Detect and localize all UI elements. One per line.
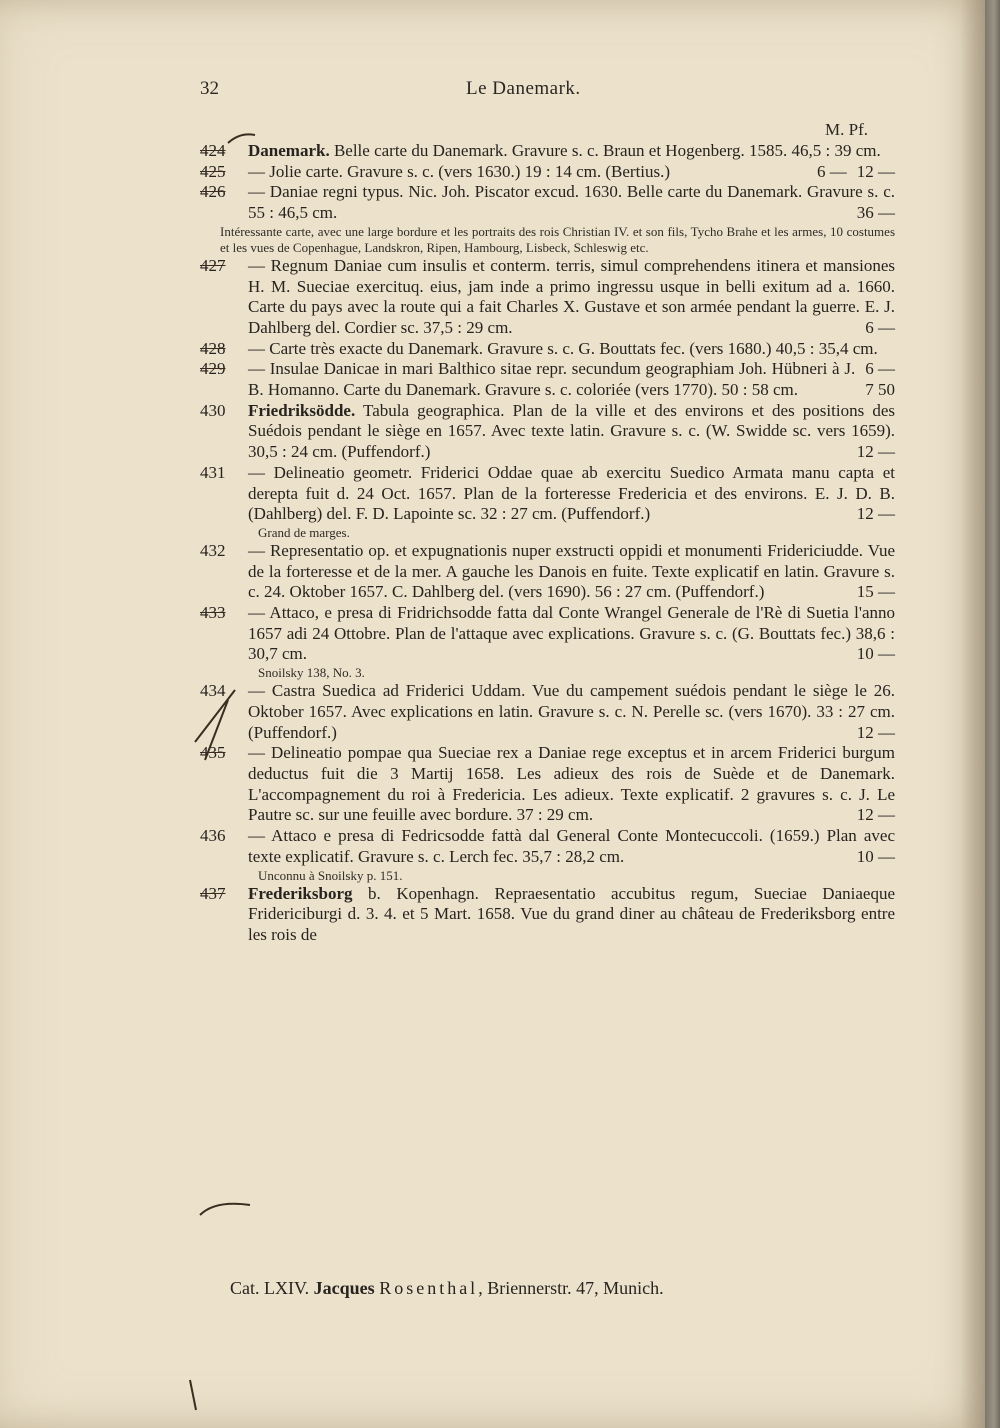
- catalog-entry: [200, 463, 895, 525]
- entry-price: 12 —: [856, 722, 895, 742]
- entry-number: 431: [200, 462, 226, 482]
- catalog-entry: [200, 681, 895, 743]
- entry-number: 436: [200, 826, 226, 846]
- entry-text: — Castra Suedica ad Friderici Uddam. Vue du campement suédois pendant le siège le 26. Oktober 1657. Avec explications en latin. Gravure s. c. N. Perelle sc. (vers 1670). 33 : 27 cm. (Puffendorf.): [248, 681, 895, 742]
- entry-text: — Regnum Daniae cum insulis et conterm. terris, simul comprehendens itinera et mansiones H. M. Sueciae exercituq. eius, jam inde a primo ingressu usque in belli exitum ad a. 1660. Carte du pays avec la route qui a fait Charles X. Gustave et son armée pendant la guerre. E. J. Dahlberg del. Cordier sc. 37,5 : 29 cm.: [248, 255, 895, 337]
- page-edge: [985, 0, 1000, 1428]
- page-header: [0, 78, 985, 102]
- entry-price: 6 —: [817, 161, 847, 181]
- entry-heading: Frederiksborg: [248, 883, 353, 903]
- price-column-header: M. Pf.: [825, 120, 868, 139]
- catalog-entries: [200, 141, 895, 946]
- catalog-entry: [200, 743, 895, 826]
- catalog-entry: [200, 401, 895, 463]
- entry-number: 429: [200, 359, 226, 379]
- entry-text: — Delineatio geometr. Friderici Oddae quae ab exercitu Suedico Armata manu capta et derepta fuit d. 24 Oct. 1657. Plan de la forteresse Fredericia et des environs. E. J. D. B. (Dahlberg) del. F. D. Lapointe sc. 32 : 27 cm. (Puffendorf.): [248, 462, 895, 524]
- entry-number: 432: [200, 540, 226, 560]
- entry-number: 428: [200, 338, 226, 358]
- page-gutter: [960, 0, 985, 1428]
- entry-text: b. Kopenhagn. Repraesentatio accubitus regum, Sueciae Daniaeque Fridericiburgi d. 3. 4. et 5 Mart. 1658. Vue du grand diner au château de Frederiksborg entre les rois de: [248, 883, 895, 944]
- entry-text: Belle carte du Danemark. Gravure s. c. Braun et Hogenberg. 1585. 46,5 : 39 cm.: [329, 141, 881, 160]
- entry-number: 433: [200, 603, 226, 623]
- entry-number: 426: [200, 182, 226, 202]
- entry-text: — Attaco, e presa di Fridrichsodde fatta dal Conte Wrangel Generale de l'Rè di Suetia l'anno 1657 adi 24 Ottobre. Plan de l'attaque avec explications. Gravure s. c. (G. Bouttats fec.) 38,6 : 30,7 cm.: [248, 603, 895, 664]
- catalog-entry: [200, 359, 895, 400]
- footer-dealer-first: Jacques: [313, 1278, 375, 1298]
- footer-address: , Briennerstr. 47, Munich.: [478, 1278, 664, 1298]
- entry-heading: Danemark.: [248, 141, 330, 160]
- entry-number: 430: [200, 400, 226, 420]
- entry-price: 15 —: [856, 582, 895, 602]
- entry-note: Grand de marges.: [258, 524, 350, 540]
- entry-note: Intéressante carte, avec une large bordure et les portraits des rois Christian IV. et son fils, Tycho Brahe et les armes, 10 costumes et les vues de Copenhague, Landskron, Ripen, Hambourg, Lisbeck, Schleswig etc.: [220, 223, 895, 255]
- page-title: Le Danemark.: [466, 78, 581, 99]
- entry-number: 424: [200, 141, 226, 160]
- entry-price: 6 —: [865, 359, 895, 379]
- entry-price: 7 50: [865, 380, 895, 400]
- entry-price: 12 —: [856, 442, 895, 462]
- entry-price: 12 —: [856, 161, 895, 181]
- entry-price: 12 —: [856, 504, 895, 524]
- entry-text: — Attaco e presa di Fedricsodde fattà dal General Conte Montecuccoli. (1659.) Plan avec texte explicatif. Gravure s. c. Lerch fec. 35,7 : 28,2 cm.: [248, 826, 895, 866]
- entry-heading: Friedriksödde.: [248, 400, 356, 420]
- entry-price: 36 —: [856, 203, 895, 223]
- entry-price: 10 —: [856, 846, 895, 866]
- entry-number: 434: [200, 681, 226, 701]
- footer-dealer-last: Rosenthal: [379, 1278, 479, 1298]
- catalog-entry: [200, 603, 895, 665]
- catalog-entry: [200, 182, 895, 223]
- entry-note: Snoilsky 138, No. 3.: [258, 665, 365, 681]
- catalog-entry: [200, 541, 895, 603]
- page-number: 32: [200, 78, 219, 99]
- entry-text: — Daniae regni typus. Nic. Joh. Piscator excud. 1630. Belle carte du Danemark. Gravure s. c. 55 : 46,5 cm.: [248, 182, 895, 223]
- entry-number: 425: [200, 161, 226, 181]
- entry-price: 10 —: [856, 644, 895, 664]
- entry-number: 435: [200, 743, 226, 763]
- catalog-entry: [200, 162, 895, 183]
- entry-text: — Insulae Danicae in mari Balthico sitae repr. secundum geographiam Joh. Hübneri à J. B. Homanno. Carte du Danemark. Gravure s. c. coloriée (vers 1770). 50 : 58 cm.: [248, 359, 856, 400]
- entry-text: Tabula geographica. Plan de la ville et des environs et des positions des Suédois pendant le siège en 1657. Avec texte latin. Gravure s. c. (W. Swidde sc. vers 1659). 30,5 : 24 cm. (Puffendorf.): [248, 400, 895, 462]
- entry-price: 6 —: [865, 317, 895, 337]
- entry-price: 12 —: [856, 805, 895, 825]
- catalog-entry: [200, 826, 895, 867]
- entry-text: — Jolie carte. Gravure s. c. (vers 1630.) 19 : 14 cm. (Bertius.): [248, 161, 671, 181]
- entry-number: 437: [200, 883, 226, 903]
- entry-text: — Representatio op. et expugnationis nuper exstructi oppidi et monumenti Fridericiudde. Vue de la forteresse et de la mer. A gauche les Danois en fuite. Texte explicatif en latin. Gravure s. c. 24. Oktober 1657. C. Dahlberg del. (vers 1690). 56 : 27 cm. (Puffendorf.): [248, 540, 895, 602]
- entry-text: — Carte très exacte du Danemark. Gravure s. c. G. Bouttats fec. (vers 1680.) 40,5 : 35,4 cm.: [248, 338, 878, 358]
- page-footer: [230, 1278, 664, 1299]
- entry-text: — Delineatio pompae qua Sueciae rex a Daniae rege exceptus et in arcem Friderici burgum deductus fuit die 3 Martij 1658. Les adieux des rois de Suède et de Danemark. L'accompagnement du roi à Fredericia. Les adieux. Texte explicatif. 2 gravures s. c. J. Le Pautre sc. sur une feuille avec bordure. 37 : 29 cm.: [248, 743, 895, 825]
- catalog-entry: [200, 256, 895, 339]
- footer-catalog: Cat. LXIV.: [230, 1278, 310, 1298]
- entry-number: 427: [200, 255, 226, 275]
- entry-note: Unconnu à Snoilsky p. 151.: [258, 867, 403, 883]
- catalog-entry: [200, 884, 895, 946]
